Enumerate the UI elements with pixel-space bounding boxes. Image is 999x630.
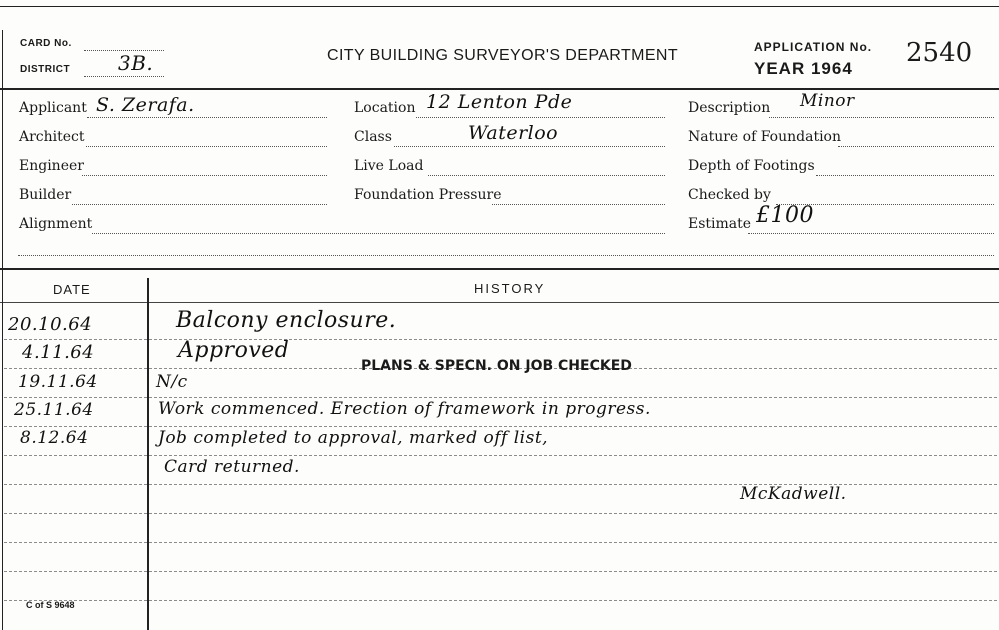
department-title: CITY BUILDING SURVEYOR'S DEPARTMENT bbox=[327, 47, 679, 64]
district-line bbox=[84, 76, 164, 77]
location-label: Location bbox=[354, 100, 416, 116]
class-line bbox=[394, 146, 665, 147]
depth-of-footings-label: Depth of Footings bbox=[688, 158, 815, 174]
ruled-line bbox=[4, 426, 997, 427]
architect-label: Architect bbox=[19, 129, 85, 145]
description-value: Minor bbox=[800, 91, 855, 111]
history-date: 19.11.64 bbox=[18, 372, 98, 392]
nature-of-foundation-label: Nature of Foundation bbox=[688, 129, 841, 145]
applicant-label: Applicant bbox=[19, 100, 87, 116]
ruled-line bbox=[4, 600, 997, 601]
engineer-line bbox=[82, 175, 327, 176]
history-column-header: HISTORY bbox=[474, 281, 546, 296]
depth-of-footings-line bbox=[816, 175, 994, 176]
ruled-line bbox=[4, 484, 997, 485]
history-entry: Card returned. bbox=[164, 457, 300, 477]
ruled-line bbox=[4, 455, 997, 456]
estimate-value: £100 bbox=[756, 203, 814, 228]
applicant-line bbox=[87, 117, 327, 118]
district-label: DISTRICT bbox=[20, 64, 71, 75]
class-value: Waterloo bbox=[468, 122, 559, 144]
date-column-divider bbox=[147, 278, 149, 630]
header-divider bbox=[0, 88, 999, 90]
history-entry: N/c bbox=[156, 372, 188, 392]
location-value: 12 Lenton Pde bbox=[426, 91, 573, 113]
table-top-border bbox=[0, 268, 999, 270]
engineer-label: Engineer bbox=[19, 158, 84, 174]
estimate-line bbox=[748, 233, 994, 234]
history-entry: Balcony enclosure. bbox=[176, 308, 397, 333]
date-column-header: DATE bbox=[53, 282, 91, 297]
history-date: 25.11.64 bbox=[14, 400, 94, 420]
class-label: Class bbox=[354, 129, 392, 145]
description-line bbox=[769, 117, 994, 118]
year-label: YEAR 1964 bbox=[754, 59, 853, 78]
ruled-line bbox=[4, 339, 997, 340]
application-label: APPLICATION No. bbox=[754, 40, 873, 54]
alignment-line bbox=[92, 233, 665, 234]
district-value: 3B. bbox=[118, 51, 154, 75]
card-no-label: CARD No. bbox=[20, 38, 72, 49]
estimate-label: Estimate bbox=[688, 216, 752, 232]
checked-by-label: Checked by bbox=[688, 187, 771, 203]
top-border bbox=[0, 6, 999, 7]
foundation-pressure-label: Foundation Pressure bbox=[354, 187, 502, 203]
ruled-line bbox=[4, 397, 997, 398]
live-load-line bbox=[428, 175, 665, 176]
location-line bbox=[416, 117, 665, 118]
alignment-label: Alignment bbox=[19, 216, 93, 232]
form-code: C of S 9648 bbox=[26, 600, 75, 610]
foundation-pressure-line bbox=[492, 204, 665, 205]
history-entry: Work commenced. Erection of framework in progress. bbox=[158, 399, 651, 419]
history-date: 20.10.64 bbox=[8, 314, 93, 335]
live-load-label: Live Load bbox=[354, 158, 424, 174]
history-entry: Job completed to approval, marked off list, bbox=[158, 428, 549, 448]
applicant-value: S. Zerafa. bbox=[96, 94, 195, 116]
ruled-line bbox=[4, 542, 997, 543]
blank-detail-line bbox=[18, 255, 994, 256]
table-header-divider bbox=[0, 302, 999, 303]
history-entry: Approved bbox=[178, 338, 290, 363]
ruled-line bbox=[4, 571, 997, 572]
inspection-stamp: PLANS & SPECN. ON JOB CHECKED bbox=[361, 358, 632, 374]
builder-line bbox=[72, 204, 327, 205]
left-border bbox=[2, 30, 3, 630]
history-date: 4.11.64 bbox=[22, 342, 95, 363]
builder-label: Builder bbox=[19, 187, 72, 203]
signature: McKadwell. bbox=[740, 484, 847, 504]
ruled-line bbox=[4, 513, 997, 514]
history-date: 8.12.64 bbox=[20, 428, 89, 448]
description-label: Description bbox=[688, 100, 771, 116]
architect-line bbox=[86, 146, 327, 147]
nature-of-foundation-line bbox=[838, 146, 994, 147]
application-number: 2540 bbox=[906, 38, 973, 68]
